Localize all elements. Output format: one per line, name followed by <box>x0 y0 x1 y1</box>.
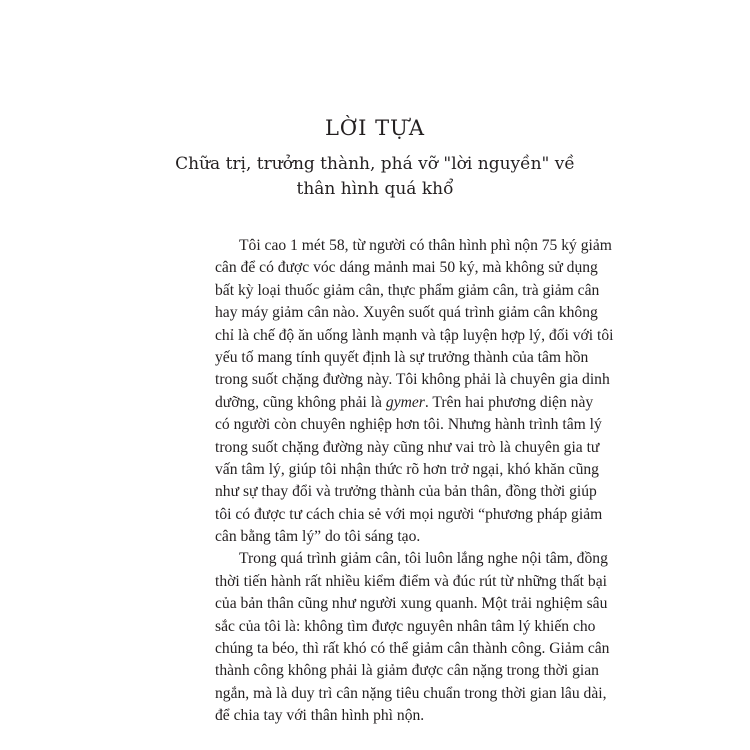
text-line: vấn tâm lý, giúp tôi nhận thức rõ hơn trở ngại, khó khăn cũng <box>215 460 599 478</box>
text-line: thời tiến hành rất nhiều kiểm điểm và đúc rút từ những thất bại <box>215 572 607 590</box>
text-line: cân để có được vóc dáng mảnh mai 50 ký, mà không sử dụng <box>215 259 598 277</box>
paragraph <box>215 548 610 727</box>
paragraph <box>215 235 614 548</box>
text-line: dưỡng, cũng không phải là gymer. Trên hai phương diện này <box>215 393 594 411</box>
subtitle-line: thân hình quá khổ <box>296 179 454 199</box>
text-line: sắc của tôi là: không tìm được nguyên nhân tâm lý khiến cho <box>215 617 596 635</box>
text-line: Tôi cao 1 mét 58, từ người có thân hình phì nộn 75 ký giảm <box>239 237 612 254</box>
text-line: yếu tố mang tính quyết định là sự trưởng thành của tâm hồn <box>215 348 589 366</box>
text-line: thành công không phải là giảm được cân nặng trong thời gian <box>215 662 599 680</box>
text-line: tôi có được tư cách chia sẻ với mọi người “phương pháp giảm <box>215 505 603 523</box>
text-line: cân bằng tâm lý” do tôi sáng tạo. <box>215 528 421 546</box>
text-line: để chia tay với thân hình phì nộn. <box>215 707 425 725</box>
text-line: như sự thay đổi và trưởng thành của bản thân, đồng thời giúp <box>215 483 597 501</box>
text-line: trong suốt chặng đường này cũng như vai trò là chuyên gia tư <box>215 438 600 456</box>
text-line: của bản thân cũng như người xung quanh. Một trải nghiệm sâu <box>215 595 608 613</box>
text-line: Trong quá trình giảm cân, tôi luôn lắng nghe nội tâm, đồng <box>239 550 608 568</box>
text-line: chúng ta béo, thì rất khó có thể giảm cân thành công. Giảm cân <box>215 640 610 658</box>
text-line: có người còn chuyên nghiệp hơn tôi. Nhưng hành trình tâm lý <box>215 416 602 434</box>
chapter-subtitle <box>0 152 750 202</box>
text-line: chỉ là chế độ ăn uống lành mạnh và tập luyện hợp lý, đối với tôi <box>215 326 614 344</box>
text-line: hay máy giảm cân nào. Xuyên suốt quá trình giảm cân không <box>215 304 598 322</box>
chapter-title: LỜI TỰA <box>324 116 425 140</box>
text-line: ngắn, mà là duy trì cân nặng tiêu chuẩn trong thời gian lâu dài, <box>215 684 607 702</box>
subtitle-line: Chữa trị, trưởng thành, phá vỡ "lời nguyền" về <box>175 154 575 174</box>
italic-term: gymer <box>385 393 425 411</box>
body-text <box>215 235 614 728</box>
text-line: trong suốt chặng đường này. Tôi không phải là chuyên gia dinh <box>215 371 610 389</box>
text-line: bất kỳ loại thuốc giảm cân, thực phẩm giảm cân, trà giảm cân <box>215 281 600 299</box>
